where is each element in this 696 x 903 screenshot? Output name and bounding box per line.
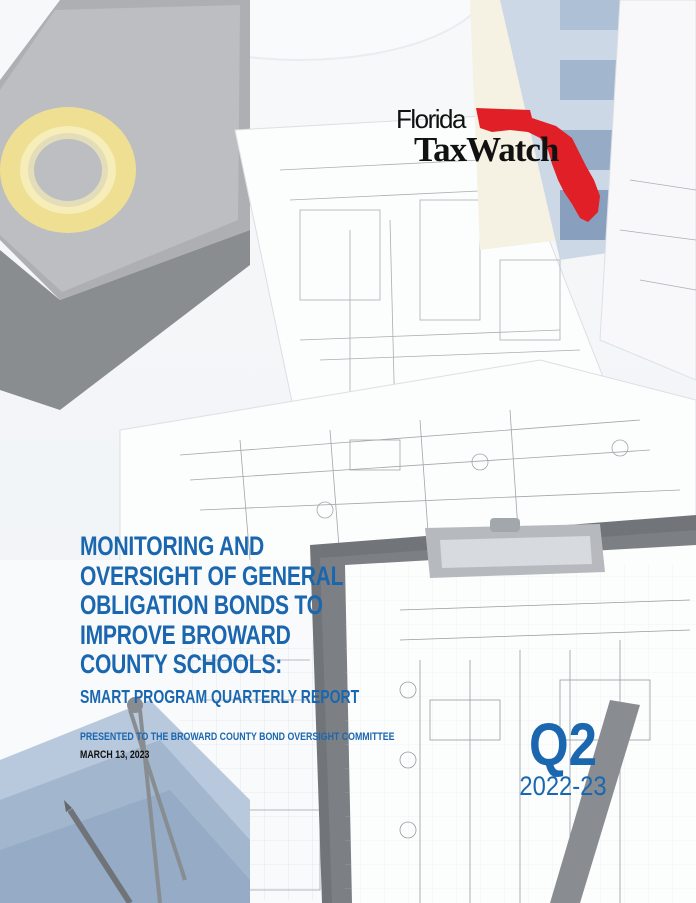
fiscal-year-label: 2022-23: [519, 771, 607, 801]
logo-word-taxwatch: TaxWatch: [414, 130, 559, 169]
report-title-line-1: MONITORING AND: [80, 531, 264, 561]
report-title-line-5: COUNTY SCHOOLS:: [80, 649, 283, 679]
report-subtitle: SMART PROGRAM QUARTERLY REPORT: [80, 686, 360, 707]
cover-title-block: [80, 531, 395, 762]
florida-taxwatch-logo: [380, 100, 620, 230]
report-title-line-2: OVERSIGHT OF GENERAL: [80, 560, 344, 591]
report-title-line-3: OBLIGATION BONDS TO: [80, 590, 323, 620]
quarter-badge: [508, 711, 618, 801]
quarter-label: Q2: [528, 711, 598, 778]
report-title-line-4: IMPROVE BROWARD: [80, 619, 291, 650]
logo-word-florida: Florida: [396, 104, 465, 134]
presented-to-line: PRESENTED TO THE BROWARD COUNTY BOND OVERSIGHT COMMITTEE: [80, 730, 395, 743]
report-date: MARCH 13, 2023: [80, 748, 150, 761]
